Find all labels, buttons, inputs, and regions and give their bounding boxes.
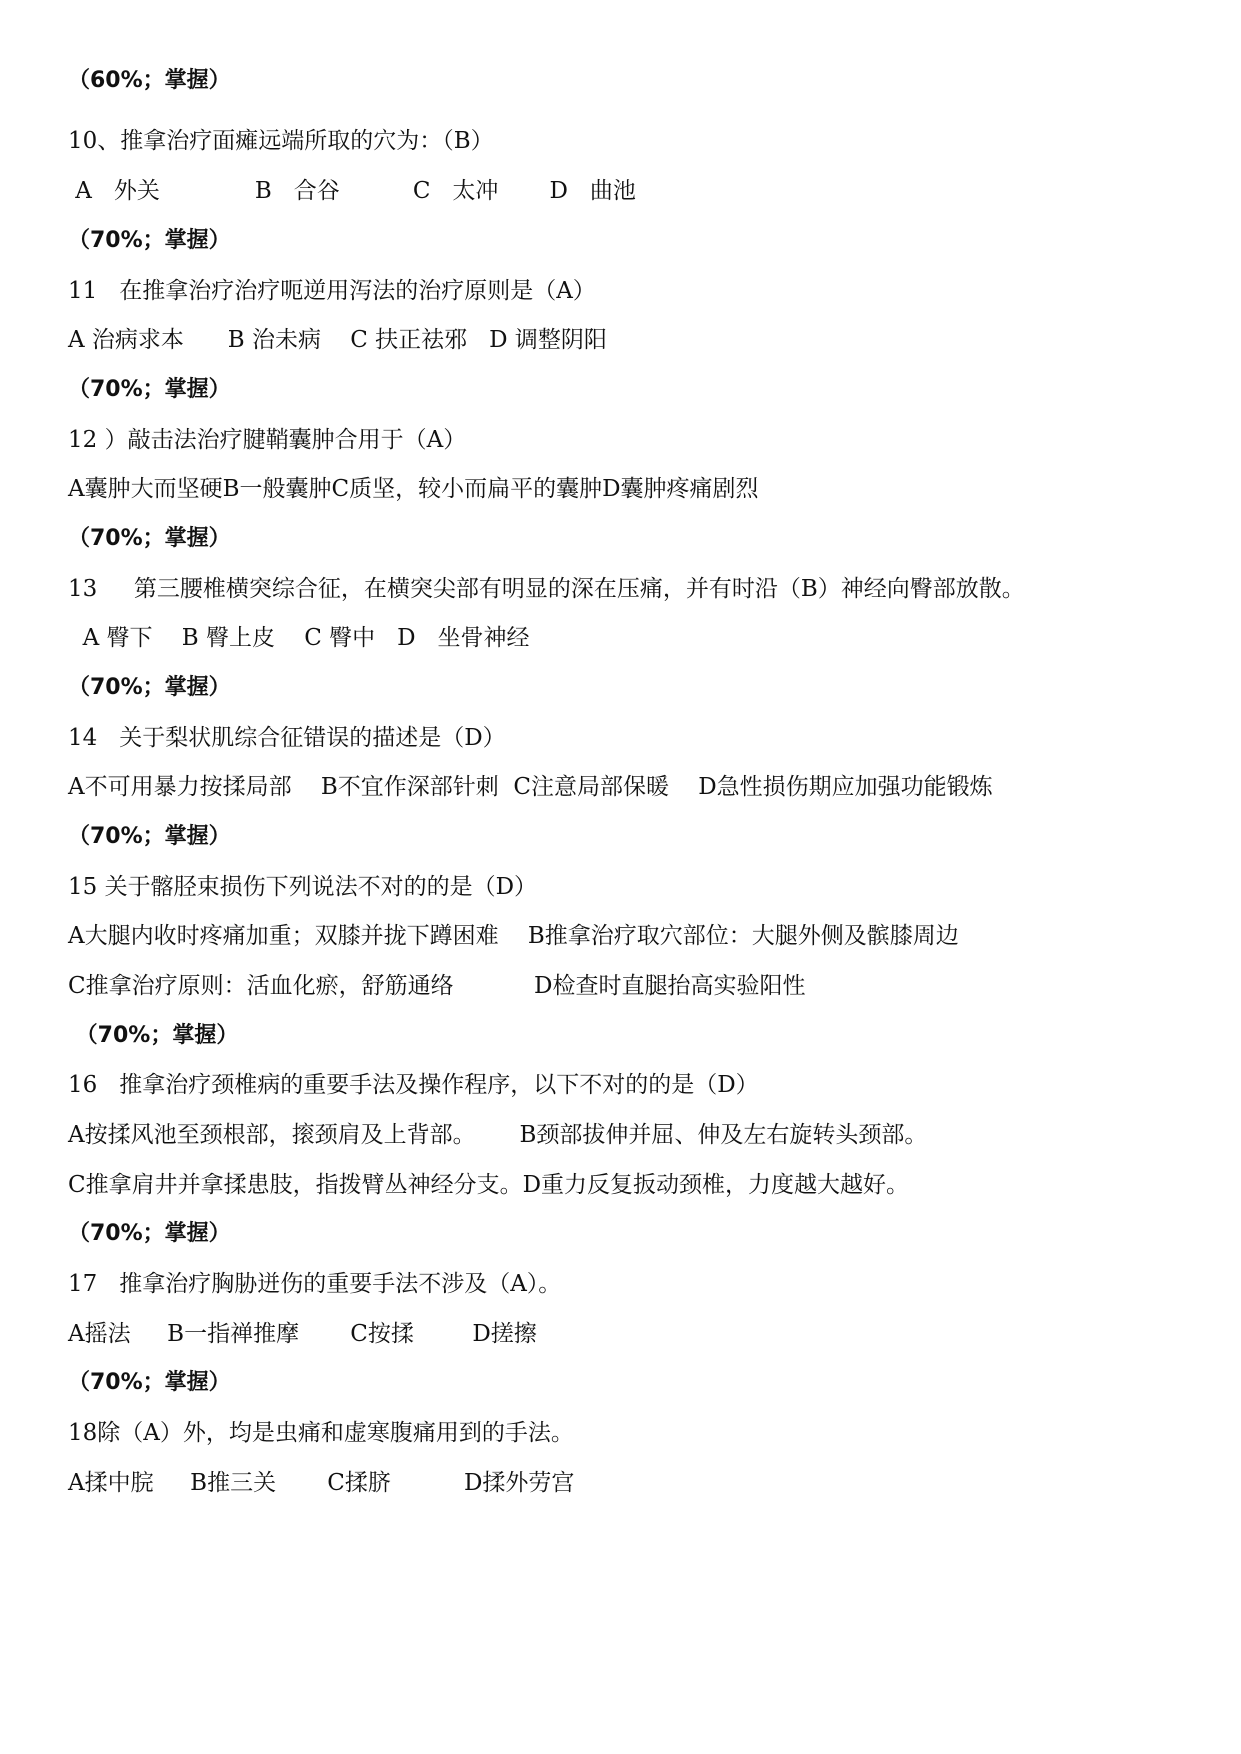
options-13: A 臀下 B 臀上皮 C 臀中 D 坐骨神经 xyxy=(68,625,530,651)
question-16: 16 推拿治疗颈椎病的重要手法及操作程序，以下不对的的是（D） xyxy=(68,1072,759,1098)
options-14: A不可用暴力按揉局部 B不宜作深部针刺 C注意局部保暖 D急性损伤期应加强功能锻炼 xyxy=(68,774,993,800)
question-18: 18除（A）外，均是虫痛和虚寒腹痛用到的手法。 xyxy=(68,1420,574,1446)
question-15: 15 关于髂胫束损伤下列说法不对的的是（D） xyxy=(68,874,538,900)
options-18: A揉中脘 B推三关 C揉脐 D揉外劳宫 xyxy=(68,1470,575,1496)
difficulty-tag: （70%；掌握） xyxy=(68,675,231,700)
question-14: 14 关于梨状肌综合征错误的描述是（D） xyxy=(68,725,506,751)
options-16-ab: A按揉风池至颈根部，㨰颈肩及上背部。 B颈部拔伸并屈、伸及左右旋转头颈部。 xyxy=(68,1122,928,1148)
options-15-cd: C推拿治疗原则：活血化瘀，舒筋通络 D检查时直腿抬高实验阳性 xyxy=(68,973,806,999)
options-11: A 治病求本 B 治未病 C 扶正祛邪 D 调整阴阳 xyxy=(68,327,607,353)
difficulty-tag: （70%；掌握） xyxy=(68,526,231,551)
options-10: A 外关 B 合谷 C 太冲 D 曲池 xyxy=(68,178,636,204)
question-11: 11 在推拿治疗治疗呃逆用泻法的治疗原则是（A） xyxy=(68,278,596,304)
difficulty-tag: （70%；掌握） xyxy=(68,1023,239,1048)
question-17: 17 推拿治疗胸胁迸伤的重要手法不涉及（A）。 xyxy=(68,1271,562,1297)
difficulty-tag: （70%；掌握） xyxy=(68,1370,231,1395)
difficulty-tag: （60%；掌握） xyxy=(68,68,231,93)
difficulty-tag: （70%；掌握） xyxy=(68,1221,231,1246)
difficulty-tag: （70%；掌握） xyxy=(68,377,231,402)
question-12: 12 ）敲击法治疗腱鞘囊肿合用于（A） xyxy=(68,427,467,453)
difficulty-tag: （70%；掌握） xyxy=(68,228,231,253)
question-10: 10、推拿治疗面瘫远端所取的穴为：（B） xyxy=(68,128,494,154)
options-12: A囊肿大而坚硬B一般囊肿C质坚，较小而扁平的囊肿D囊肿疼痛剧烈 xyxy=(68,476,759,502)
difficulty-tag: （70%；掌握） xyxy=(68,824,231,849)
options-15-ab: A大腿内收时疼痛加重；双膝并拢下蹲困难 B推拿治疗取穴部位：大腿外侧及髌膝周边 xyxy=(68,923,959,949)
question-13: 13 第三腰椎横突综合征，在横突尖部有明显的深在压痛，并有时沿（B）神经向臀部放散。 xyxy=(68,576,1025,602)
options-17: A摇法 B一指禅推摩 C按揉 D搓擦 xyxy=(68,1321,537,1347)
options-16-cd: C推拿肩井并拿揉患肢，指拨臂丛神经分支。D重力反复扳动颈椎，力度越大越好。 xyxy=(68,1172,910,1198)
